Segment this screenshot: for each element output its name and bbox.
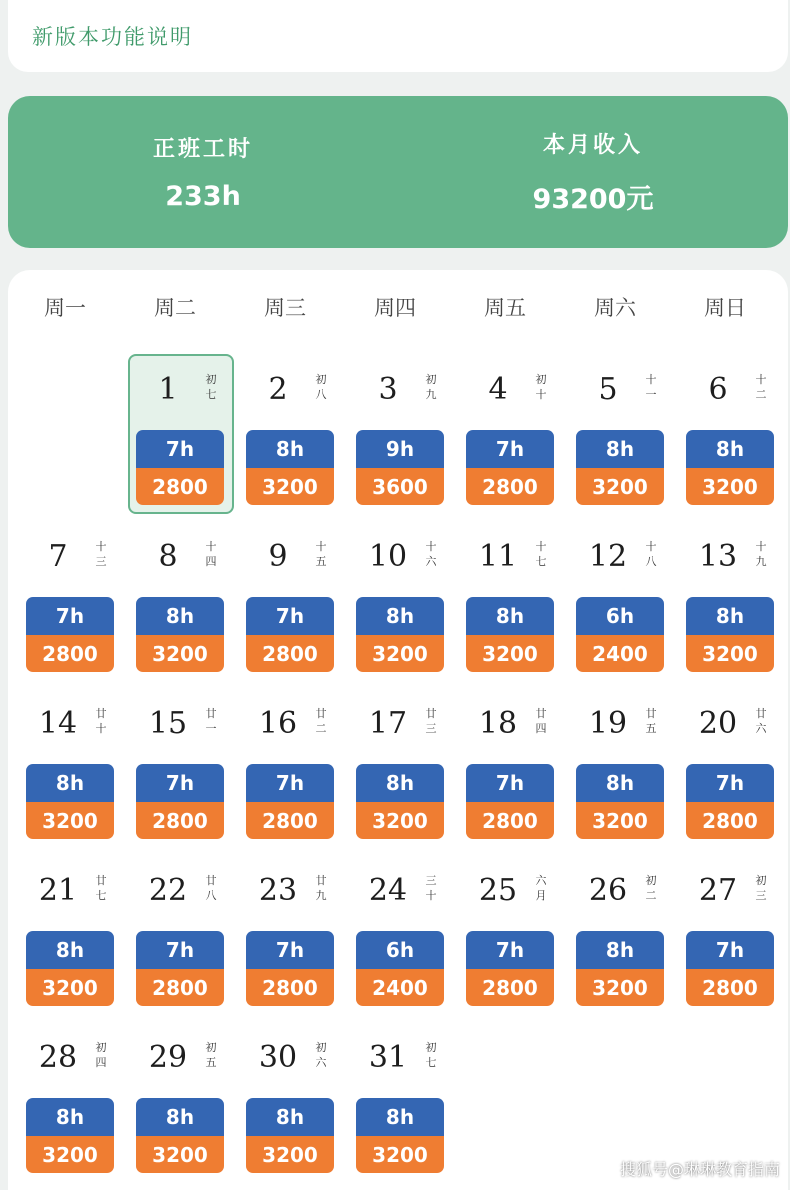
day-grid <box>8 354 790 1189</box>
work-hours-badge: 7h <box>136 430 224 468</box>
lunar-date: 十三 <box>95 540 107 568</box>
day-cell[interactable] <box>452 855 562 1015</box>
work-hours-badge: 8h <box>26 1098 114 1136</box>
day-number: 24 <box>368 873 408 908</box>
daily-pay-badge: 3200 <box>246 468 334 505</box>
lunar-date: 六月 <box>535 874 547 902</box>
work-hours-badge: 8h <box>26 764 114 802</box>
weekday-header <box>10 292 780 328</box>
day-cell[interactable] <box>122 688 232 848</box>
regular-hours-stat <box>8 96 398 248</box>
work-hours-badge: 8h <box>356 597 444 635</box>
lunar-date: 廿六 <box>755 707 767 735</box>
weekday-label: 周二 <box>154 296 196 320</box>
day-number: 18 <box>478 706 518 741</box>
day-number: 6 <box>708 372 728 407</box>
lunar-date: 廿七 <box>95 874 107 902</box>
day-cell[interactable] <box>342 354 452 514</box>
day-cell[interactable] <box>342 1022 452 1182</box>
day-number: 2 <box>268 372 288 407</box>
day-number: 15 <box>148 706 188 741</box>
work-hours-badge: 8h <box>576 430 664 468</box>
day-number: 11 <box>478 539 518 574</box>
lunar-date: 廿一 <box>205 707 217 735</box>
weekday-label: 周五 <box>484 296 526 320</box>
weekday-label: 周三 <box>264 296 306 320</box>
day-cell[interactable] <box>12 688 122 848</box>
lunar-date: 廿三 <box>425 707 437 735</box>
day-cell[interactable] <box>232 521 342 681</box>
day-cell[interactable] <box>562 521 672 681</box>
day-number: 25 <box>478 873 518 908</box>
lunar-date: 廿八 <box>205 874 217 902</box>
day-cell[interactable] <box>562 855 672 1015</box>
day-cell[interactable] <box>12 521 122 681</box>
daily-pay-badge: 2800 <box>26 635 114 672</box>
work-hours-badge: 7h <box>466 430 554 468</box>
daily-pay-badge: 2400 <box>576 635 664 672</box>
daily-pay-badge: 3200 <box>576 802 664 839</box>
lunar-date: 十五 <box>315 540 327 568</box>
lunar-date: 初八 <box>315 373 327 401</box>
day-cell[interactable] <box>672 521 782 681</box>
day-cell[interactable] <box>672 688 782 848</box>
work-hours-badge: 6h <box>356 931 444 969</box>
empty-day-cell <box>12 354 122 514</box>
daily-pay-badge: 2800 <box>136 969 224 1006</box>
calendar <box>8 270 788 1190</box>
lunar-date: 十八 <box>645 540 657 568</box>
daily-pay-badge: 2800 <box>466 468 554 505</box>
day-number: 29 <box>148 1040 188 1075</box>
daily-pay-badge: 2800 <box>136 468 224 505</box>
monthly-income-stat <box>398 96 788 248</box>
lunar-date: 初三 <box>755 874 767 902</box>
day-number: 5 <box>598 372 618 407</box>
lunar-date: 初七 <box>425 1041 437 1069</box>
day-cell[interactable] <box>342 688 452 848</box>
weekday-label: 周六 <box>594 296 636 320</box>
day-cell[interactable] <box>12 855 122 1015</box>
daily-pay-badge: 3200 <box>26 1136 114 1173</box>
day-number: 21 <box>38 873 78 908</box>
daily-pay-badge: 3200 <box>686 635 774 672</box>
lunar-date: 初九 <box>425 373 437 401</box>
work-hours-badge: 8h <box>136 597 224 635</box>
day-cell[interactable] <box>342 521 452 681</box>
day-number: 12 <box>588 539 628 574</box>
day-number: 16 <box>258 706 298 741</box>
day-cell[interactable] <box>122 1022 232 1182</box>
lunar-date: 十二 <box>755 373 767 401</box>
lunar-date: 初六 <box>315 1041 327 1069</box>
top-bar[interactable] <box>8 0 788 72</box>
work-hours-badge: 7h <box>246 764 334 802</box>
work-hours-badge: 8h <box>576 931 664 969</box>
monthly-income-value: 93200元 <box>532 184 654 215</box>
regular-hours-value: 233h <box>165 181 241 212</box>
daily-pay-badge: 2800 <box>466 969 554 1006</box>
daily-pay-badge: 2800 <box>246 969 334 1006</box>
work-hours-badge: 8h <box>26 931 114 969</box>
work-hours-badge: 9h <box>356 430 444 468</box>
work-hours-badge: 7h <box>246 931 334 969</box>
daily-pay-badge: 2800 <box>686 969 774 1006</box>
day-number: 8 <box>158 539 178 574</box>
day-number: 10 <box>368 539 408 574</box>
day-number: 13 <box>698 539 738 574</box>
lunar-date: 初十 <box>535 373 547 401</box>
work-hours-badge: 7h <box>466 931 554 969</box>
lunar-date: 初四 <box>95 1041 107 1069</box>
work-hours-badge: 8h <box>356 764 444 802</box>
daily-pay-badge: 2800 <box>246 802 334 839</box>
day-cell[interactable] <box>672 855 782 1015</box>
day-number: 28 <box>38 1040 78 1075</box>
day-cell[interactable] <box>12 1022 122 1182</box>
work-hours-badge: 8h <box>466 597 554 635</box>
monthly-income-label: 本月收入 <box>542 132 643 158</box>
daily-pay-badge: 3200 <box>686 468 774 505</box>
lunar-date: 廿九 <box>315 874 327 902</box>
daily-pay-badge: 3200 <box>26 969 114 1006</box>
daily-pay-badge: 3200 <box>356 635 444 672</box>
work-hours-badge: 7h <box>686 931 774 969</box>
day-number: 23 <box>258 873 298 908</box>
daily-pay-badge: 2800 <box>466 802 554 839</box>
work-hours-badge: 8h <box>686 430 774 468</box>
lunar-date: 廿五 <box>645 707 657 735</box>
day-number: 30 <box>258 1040 298 1075</box>
daily-pay-badge: 3200 <box>246 1136 334 1173</box>
work-hours-badge: 8h <box>246 430 334 468</box>
lunar-date: 十一 <box>645 373 657 401</box>
day-cell[interactable] <box>232 688 342 848</box>
daily-pay-badge: 3600 <box>356 468 444 505</box>
lunar-date: 十七 <box>535 540 547 568</box>
day-number: 1 <box>158 372 178 407</box>
day-number: 19 <box>588 706 628 741</box>
summary-card <box>8 96 788 248</box>
day-number: 14 <box>38 706 78 741</box>
weekday-label: 周一 <box>44 296 86 320</box>
lunar-date: 初二 <box>645 874 657 902</box>
day-number: 4 <box>488 372 508 407</box>
day-number: 17 <box>368 706 408 741</box>
work-hours-badge: 8h <box>356 1098 444 1136</box>
lunar-date: 十六 <box>425 540 437 568</box>
day-cell[interactable] <box>122 855 232 1015</box>
lunar-date: 廿四 <box>535 707 547 735</box>
daily-pay-badge: 2800 <box>246 635 334 672</box>
regular-hours-label: 正班工时 <box>152 136 253 162</box>
work-hours-badge: 7h <box>466 764 554 802</box>
lunar-date: 廿十 <box>95 707 107 735</box>
work-hours-badge: 7h <box>246 597 334 635</box>
work-hours-badge: 8h <box>246 1098 334 1136</box>
watermark: 搜狐号@琳琳教育指南 <box>619 1160 780 1179</box>
day-number: 7 <box>48 539 68 574</box>
day-cell[interactable] <box>122 521 232 681</box>
daily-pay-badge: 3200 <box>466 635 554 672</box>
day-cell[interactable] <box>562 688 672 848</box>
day-number: 20 <box>698 706 738 741</box>
feature-notes-link[interactable]: 新版本功能说明 <box>32 25 193 49</box>
day-cell[interactable] <box>232 855 342 1015</box>
daily-pay-badge: 3200 <box>356 1136 444 1173</box>
day-cell[interactable] <box>122 354 232 514</box>
daily-pay-badge: 2400 <box>356 969 444 1006</box>
daily-pay-badge: 2800 <box>136 802 224 839</box>
day-cell[interactable] <box>562 354 672 514</box>
daily-pay-badge: 3200 <box>136 1136 224 1173</box>
day-cell[interactable] <box>452 521 562 681</box>
day-cell[interactable] <box>232 1022 342 1182</box>
day-number: 3 <box>378 372 398 407</box>
lunar-date: 廿二 <box>315 707 327 735</box>
weekday-label: 周四 <box>374 296 416 320</box>
daily-pay-badge: 3200 <box>136 635 224 672</box>
lunar-date: 初五 <box>205 1041 217 1069</box>
lunar-date: 十九 <box>755 540 767 568</box>
day-cell[interactable] <box>232 354 342 514</box>
work-hours-badge: 7h <box>26 597 114 635</box>
day-cell[interactable] <box>452 688 562 848</box>
daily-pay-badge: 2800 <box>686 802 774 839</box>
day-cell[interactable] <box>672 354 782 514</box>
work-hours-badge: 8h <box>136 1098 224 1136</box>
day-number: 26 <box>588 873 628 908</box>
work-hours-badge: 7h <box>686 764 774 802</box>
lunar-date: 三十 <box>425 874 437 902</box>
daily-pay-badge: 3200 <box>576 969 664 1006</box>
work-hours-badge: 6h <box>576 597 664 635</box>
lunar-date: 初七 <box>205 373 217 401</box>
day-number: 22 <box>148 873 188 908</box>
day-cell[interactable] <box>452 354 562 514</box>
work-hours-badge: 8h <box>686 597 774 635</box>
daily-pay-badge: 3200 <box>26 802 114 839</box>
daily-pay-badge: 3200 <box>356 802 444 839</box>
day-number: 9 <box>268 539 288 574</box>
day-number: 31 <box>368 1040 408 1075</box>
day-cell[interactable] <box>342 855 452 1015</box>
weekday-label: 周日 <box>704 296 746 320</box>
day-number: 27 <box>698 873 738 908</box>
work-hours-badge: 8h <box>576 764 664 802</box>
work-hours-badge: 7h <box>136 764 224 802</box>
work-hours-badge: 7h <box>136 931 224 969</box>
lunar-date: 十四 <box>205 540 217 568</box>
daily-pay-badge: 3200 <box>576 468 664 505</box>
